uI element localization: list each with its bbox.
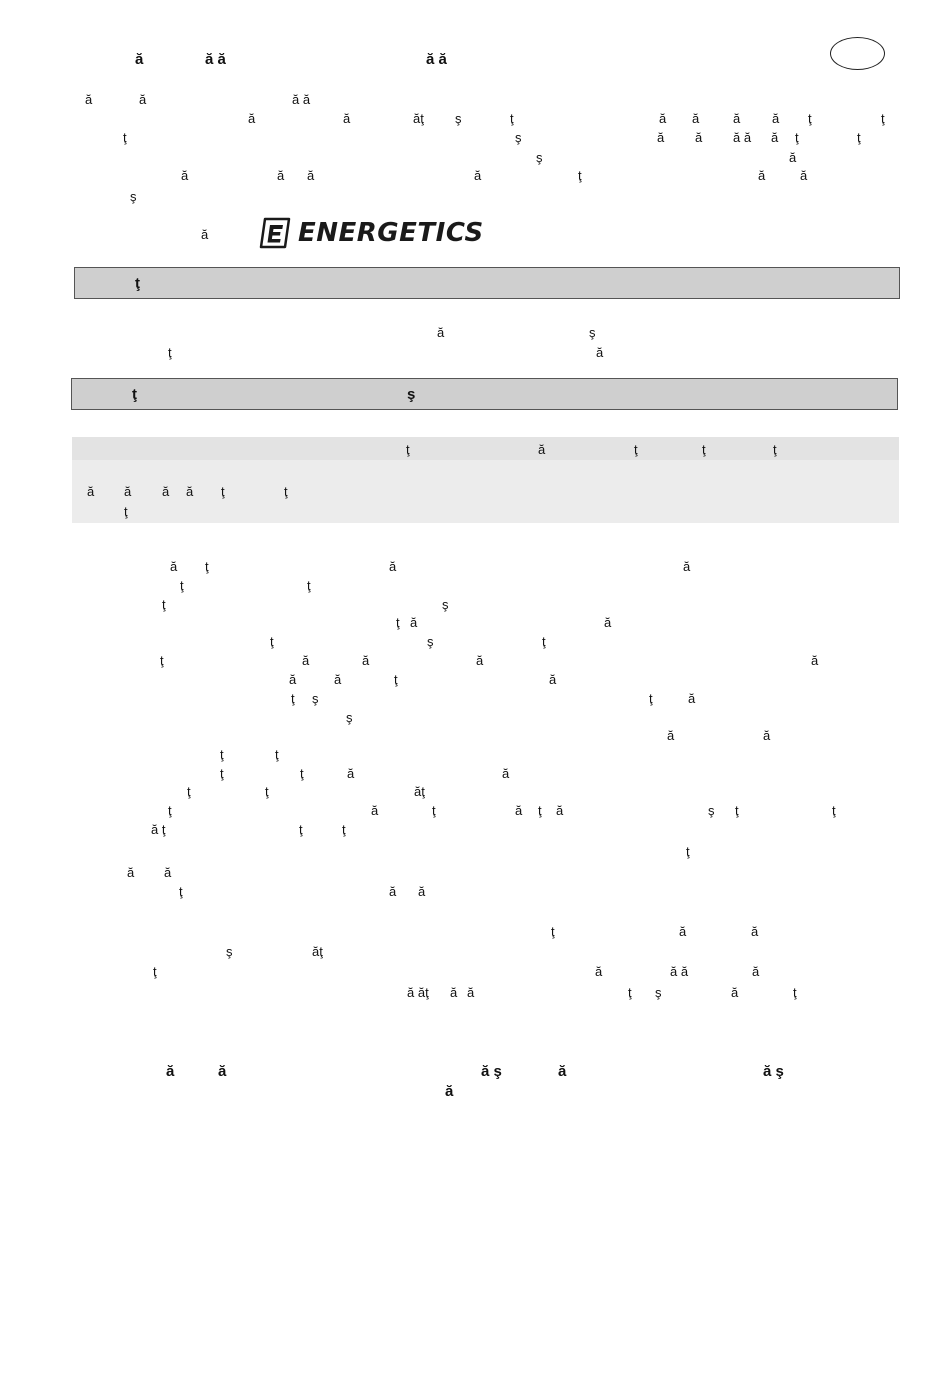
text-glyph: ă ă [292,92,311,107]
text-glyph: ţ [300,766,304,781]
footer-glyph: ă [445,1083,454,1100]
text-glyph: ă [248,111,256,126]
text-glyph: ă ăţ [407,985,429,1000]
text-glyph: ă [371,803,379,818]
text-glyph: ţ [291,691,295,706]
text-glyph: ă [85,92,93,107]
text-glyph: ă [139,92,147,107]
text-glyph: ţ [299,822,303,837]
text-glyph: ş [130,189,137,204]
text-glyph: ţ [510,111,514,126]
text-glyph: ţ [551,924,555,939]
text-glyph: ă [362,653,370,668]
text-glyph: ţ [265,784,269,799]
section-title-glyph: ţ [132,386,137,403]
text-glyph: ş [427,634,434,649]
text-glyph: ş [226,944,233,959]
energetics-e-icon [258,217,292,249]
text-glyph: ţ [832,803,836,818]
text-glyph: ş [515,130,522,145]
text-glyph: ă [437,325,445,340]
text-glyph: ă [763,728,771,743]
text-glyph: ţ [168,345,172,360]
language-badge [830,37,885,70]
text-glyph: ă [127,865,135,880]
logo-text: ENERGETICS [298,218,484,248]
text-glyph: ă [170,559,178,574]
text-glyph: ţ [735,803,739,818]
text-glyph: ş [442,597,449,612]
text-glyph: ă [657,130,665,145]
text-glyph: ă [538,442,546,457]
text-glyph: ă [418,884,426,899]
text-glyph: ăţ [414,784,425,799]
text-glyph: ă [752,964,760,979]
text-glyph: ă [688,691,696,706]
text-glyph: ş [455,111,462,126]
text-glyph: ş [346,710,353,725]
text-glyph: ă [659,111,667,126]
text-glyph: ş [312,691,319,706]
text-glyph: ă [389,884,397,899]
section-header-1 [74,267,900,299]
text-glyph: ă [467,985,475,1000]
text-glyph: ţ [275,747,279,762]
text-glyph: ă [596,345,604,360]
text-glyph: ă ă [733,130,752,145]
text-glyph: ţ [578,168,582,183]
header-glyph: ă [135,51,144,68]
text-glyph: ă [450,985,458,1000]
text-glyph: ţ [432,803,436,818]
text-glyph: ţ [153,964,157,979]
text-glyph: ă [549,672,557,687]
text-glyph: ă [731,985,739,1000]
text-glyph: ş [708,803,715,818]
text-glyph: ă [772,111,780,126]
text-glyph: ţ [168,803,172,818]
text-glyph: ă [683,559,691,574]
text-glyph: ă [289,672,297,687]
text-glyph: ţ [205,559,209,574]
text-glyph: ă [389,559,397,574]
energetics-logo [258,217,484,249]
text-glyph: ş [536,150,543,165]
text-glyph: ă [181,168,189,183]
text-glyph: ţ [538,803,542,818]
text-glyph: ă [556,803,564,818]
text-glyph: ţ [342,822,346,837]
text-glyph: ă [474,168,482,183]
text-glyph: ă [604,615,612,630]
text-glyph: ţ [542,634,546,649]
text-glyph: ţ [406,442,410,457]
text-glyph: ă [277,168,285,183]
text-glyph: ţ [857,130,861,145]
text-glyph: ţ [795,130,799,145]
text-glyph: ă ă [670,964,689,979]
text-glyph: ţ [649,691,653,706]
text-glyph: ăţ [312,944,323,959]
text-glyph: ţ [686,844,690,859]
text-glyph: ă [751,924,759,939]
warning-box [72,460,899,523]
text-glyph: ă [771,130,779,145]
text-glyph: ă [201,227,209,242]
text-glyph: ţ [162,597,166,612]
footer-glyph: ă [558,1063,567,1080]
text-glyph: ă [302,653,310,668]
text-glyph: ăţ [413,111,424,126]
text-glyph: ţ [396,615,400,630]
text-glyph: ş [655,985,662,1000]
text-glyph: ţ [187,784,191,799]
text-glyph: ă [347,766,355,781]
text-glyph: ă [667,728,675,743]
text-glyph: ţ [628,985,632,1000]
text-glyph: ţ [124,504,128,519]
header-glyph: ă ă [426,51,447,68]
footer-glyph: ă ş [763,1063,784,1080]
text-glyph: ă [307,168,315,183]
text-glyph: ă [692,111,700,126]
text-glyph: ă [515,803,523,818]
text-glyph: ă [811,653,819,668]
text-glyph: ă [343,111,351,126]
text-glyph: ţ [808,111,812,126]
text-glyph: ă [334,672,342,687]
text-glyph: ă [595,964,603,979]
text-glyph: ţ [394,672,398,687]
text-glyph: ţ [793,985,797,1000]
text-glyph: ţ [634,442,638,457]
text-glyph: ă [164,865,172,880]
text-glyph: ă [789,150,797,165]
text-glyph: ă [124,484,132,499]
text-glyph: ţ [270,634,274,649]
footer-glyph: ă ş [481,1063,502,1080]
text-glyph: ş [589,325,596,340]
text-glyph: ţ [773,442,777,457]
footer-glyph: ă [218,1063,227,1080]
section-header-2 [71,378,898,410]
text-glyph: ţ [220,747,224,762]
header-glyph: ă ă [205,51,226,68]
text-glyph: ă [186,484,194,499]
text-glyph: ţ [221,484,225,499]
text-glyph: ţ [123,130,127,145]
text-glyph: ţ [180,578,184,593]
footer-glyph: ă [166,1063,175,1080]
text-glyph: ă [476,653,484,668]
text-glyph: ă [87,484,95,499]
text-glyph: ţ [307,578,311,593]
text-glyph: ţ [702,442,706,457]
text-glyph: ă [733,111,741,126]
text-glyph: ă [679,924,687,939]
text-glyph: ţ [284,484,288,499]
section-title-glyph: ţ [135,275,140,292]
text-glyph: ă [758,168,766,183]
text-glyph: ă [800,168,808,183]
text-glyph: ă [410,615,418,630]
text-glyph: ţ [881,111,885,126]
text-glyph: ţ [179,884,183,899]
text-glyph: ţ [160,653,164,668]
text-glyph: ţ [220,766,224,781]
text-glyph: ă [162,484,170,499]
section-title-glyph: ş [407,386,416,403]
text-glyph: ă [695,130,703,145]
text-glyph: ă [502,766,510,781]
text-glyph: ă ţ [151,822,166,837]
